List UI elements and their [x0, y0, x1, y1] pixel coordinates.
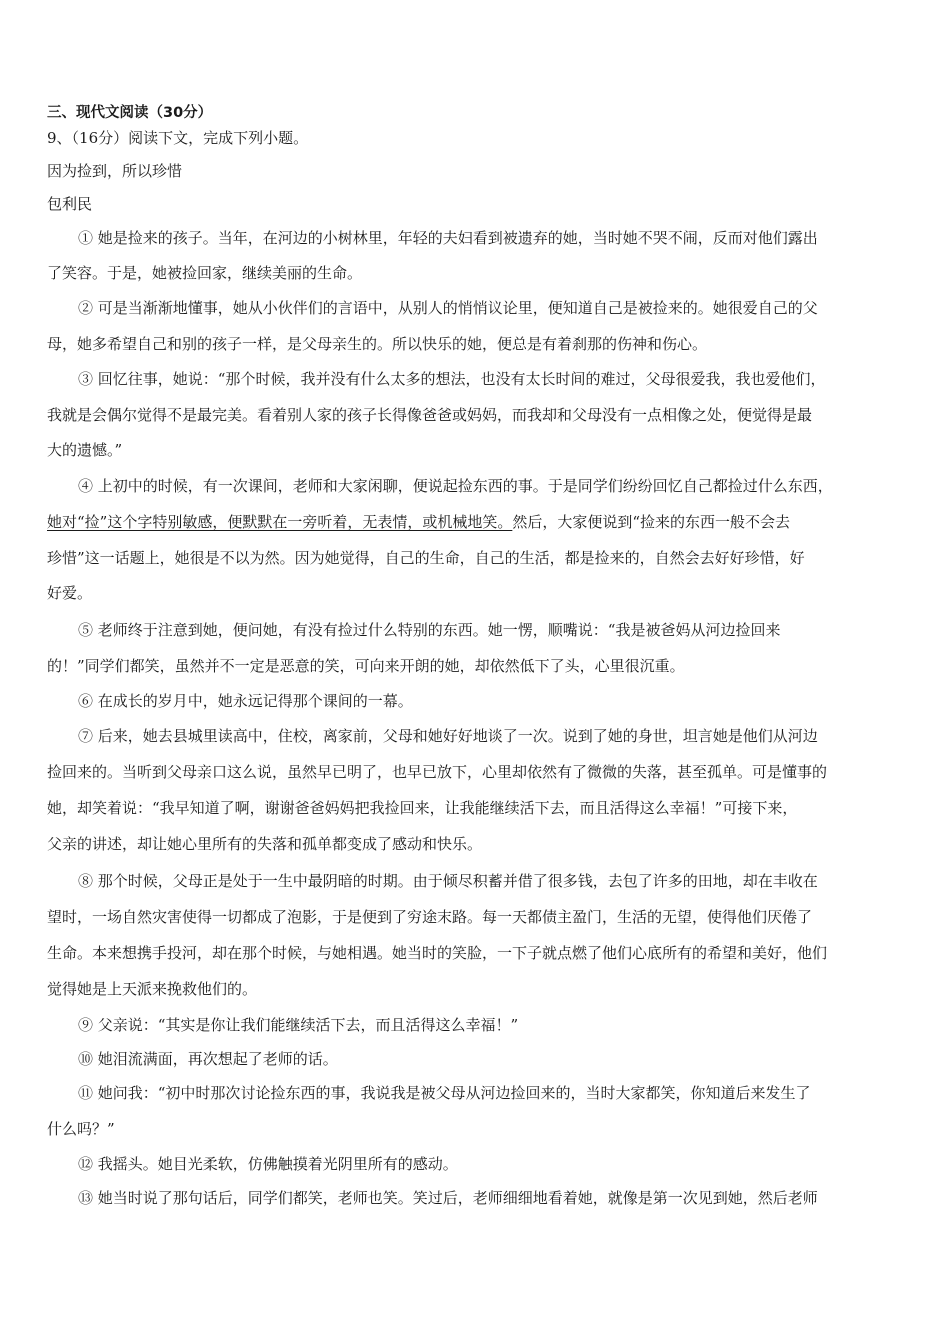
paragraph-line: 望时，一场自然灾害使得一切都成了泡影，于是便到了穷途末路。每一天都债主盈门，生活的无望，使得他们厌倦了 [47, 908, 813, 926]
paragraph-line: 珍惜”这一话题上，她很是不以为然。因为她觉得，自己的生命，自己的生活，都是捡来的，自然会去好好珍惜，好 [47, 549, 805, 567]
paragraph-line: 我就是会偶尔觉得不是最完美。看着别人家的孩子长得像爸爸或妈妈，而我却和父母没有一点相像之处，便觉得是最 [47, 406, 813, 424]
paragraph-line: ④ 上初中的时候，有一次课间，老师和大家闲聊，便说起捡东西的事。于是同学们纷纷回忆自己都捡过什么东西， [78, 477, 833, 495]
paragraph-line: ⑪ 她问我：“初中时那次讨论捡东西的事，我说我是被父母从河边捡回来的，当时大家都笑，你知道后来发生了 [78, 1084, 811, 1102]
paragraph-line: 生命。本来想携手投河，却在那个时候，与她相遇。她当时的笑脸，一下子就点燃了他们心底所有的希望和美好，他们 [47, 944, 828, 962]
paragraph-line: ② 可是当渐渐地懂事，她从小伙伴们的言语中，从别人的悄悄议论里，便知道自己是被捡来的。她很爱自己的父 [78, 299, 818, 317]
paragraph-line: ⑦ 后来，她去县城里读高中，住校，离家前，父母和她好好地谈了一次。说到了她的身世，坦言她是他们从河边 [78, 727, 818, 745]
paragraph-line-underlined-row [47, 512, 907, 532]
paragraph-line-continuation: 然后，大家便说到“捡来的东西一般不会去 [512, 513, 791, 531]
paragraph-line: ⑩ 她泪流满面，再次想起了老师的话。 [78, 1050, 338, 1068]
question-prompt: 9、（16分）阅读下文，完成下列小题。 [47, 129, 309, 147]
paragraph-line: 什么吗？” [47, 1120, 115, 1138]
paragraph-line: ⑫ 我摇头。她目光柔软，仿佛触摸着光阴里所有的感动。 [78, 1155, 458, 1173]
paragraph-line: 父亲的讲述，却让她心里所有的失落和孤单都变成了感动和快乐。 [47, 835, 483, 853]
paragraph-line: ⑤ 老师终于注意到她，便问她，有没有捡过什么特别的东西。她一愣，顺嘴说：“我是被爸妈从河边捡回来 [78, 621, 781, 639]
paragraph-line: 好爱。 [47, 584, 93, 602]
paragraph-line: 觉得她是上天派来挽救他们的。 [47, 980, 258, 998]
paragraph-line: ⑨ 父亲说：“其实是你让我们能继续活下去，而且活得这么幸福！” [78, 1016, 519, 1034]
section-heading: 三、现代文阅读（30分） [47, 105, 213, 121]
paragraph-line: ③ 回忆往事，她说：“那个时候，我并没有什么太多的想法，也没有太长时间的难过，父母很爱我，我也爱他们， [78, 370, 826, 388]
paragraph-line: 捡回来的。当听到父母亲口这么说，虽然早已明了，也早已放下，心里却依然有了微微的失落，甚至孤单。可是懂事的 [47, 763, 828, 781]
paragraph-line: ⑥ 在成长的岁月中，她永远记得那个课间的一幕。 [78, 692, 413, 710]
underlined-sentence: 她对“捡”这个字特别敏感，便默默在一旁听着，无表情，或机械地笑。 [47, 513, 513, 531]
paragraph-line: ⑬ 她当时说了那句话后，同学们都笑，老师也笑。笑过后，老师细细地看着她，就像是第一次见到她，然后老师 [78, 1189, 818, 1207]
paragraph-line: 大的遗憾。” [47, 441, 123, 459]
paragraph-line: 的！”同学们都笑，虽然并不一定是恶意的笑，可向来开朗的她，却依然低下了头，心里很沉重。 [47, 657, 685, 675]
article-title: 因为捡到，所以珍惜 [47, 162, 183, 180]
paragraph-line: 了笑容。于是，她被捡回家，继续美丽的生命。 [47, 264, 363, 282]
paragraph-line: ⑧ 那个时候，父母正是处于一生中最阴暗的时期。由于倾尽积蓄并借了很多钱，去包了许多的田地，却在丰收在 [78, 872, 818, 890]
article-author: 包利民 [47, 195, 93, 213]
paragraph-line: ① 她是捡来的孩子。当年，在河边的小树林里，年轻的夫妇看到被遗弃的她，当时她不哭不闹，反而对他们露出 [78, 229, 818, 247]
paragraph-line: 她，却笑着说：“我早知道了啊，谢谢爸爸妈妈把我捡回来，让我能继续活下去，而且活得这么幸福！”可接下来， [47, 799, 798, 817]
paragraph-line: 母，她多希望自己和别的孩子一样，是父母亲生的。所以快乐的她，便总是有着刹那的伤神和伤心。 [47, 335, 708, 353]
